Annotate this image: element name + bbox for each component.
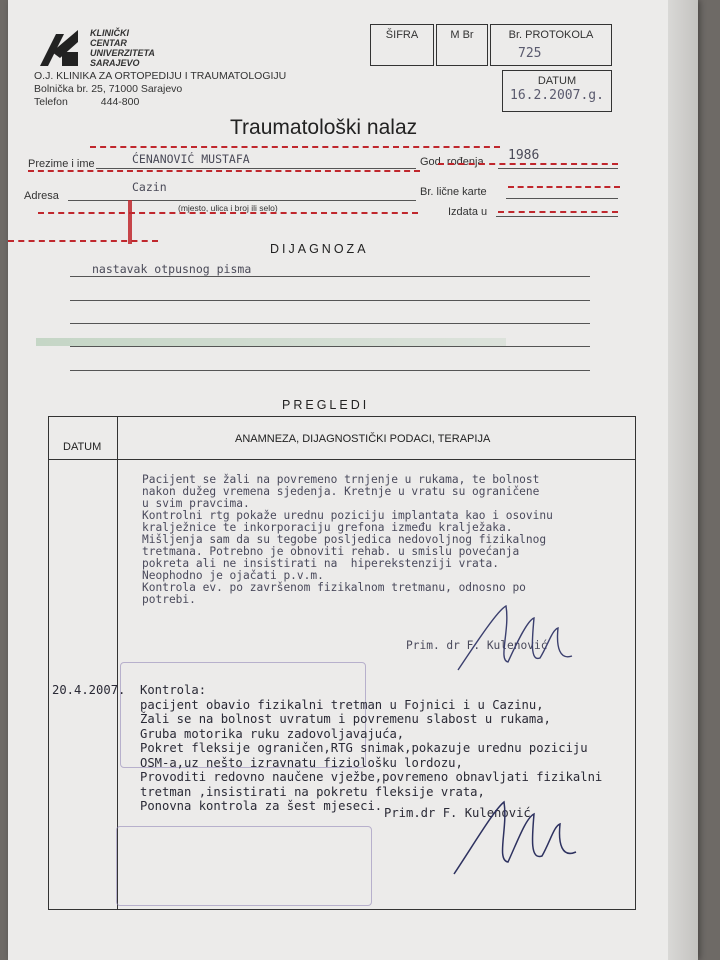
institution-phone (34, 96, 286, 109)
diagnosis-rule (70, 276, 590, 277)
diagnosis-rule (70, 370, 590, 371)
protokol-label: Br. PROTOKOLA (508, 29, 594, 41)
birth-value: 1986 (508, 148, 540, 163)
name-label: Prezime i ime (28, 158, 95, 170)
exam-entry-1 (142, 474, 553, 606)
exams-heading: PREGLEDI (282, 398, 370, 412)
bleed-through-mark (36, 338, 506, 346)
entry-line: OSM-a,uz nešto izravnatu fiziološku lordozu, (140, 755, 463, 770)
issued-label: Izdata u (448, 206, 488, 218)
entry-line: Mišljenja sam da su tegobe posljedica nedovoljnog fizikalnog (142, 533, 547, 546)
address-rule (68, 200, 416, 201)
entry-line: Pokret fleksije ograničen,RTG snimak,pokazuje urednu poziciju (140, 741, 588, 755)
col-date-header: DATUM (63, 441, 102, 453)
entry2-signature-line: Prim.dr F. Kulenović (384, 806, 531, 820)
protokol-box (490, 24, 612, 66)
red-mark (498, 211, 618, 213)
entry-line: Žali se na bolnost uvratum i povremenu slabost u rukama, (140, 712, 551, 726)
diagnosis-rule (70, 323, 590, 324)
document-page (8, 0, 698, 960)
red-mark (128, 200, 132, 244)
col-main-header: ANAMNEZA, DIJAGNOSTIČKI PODACI, TERAPIJA (235, 433, 491, 445)
name-value: ĆENANOVIĆ MUSTAFA (132, 152, 250, 166)
entry1-signature-line: Prim. dr F. Kulenović (406, 639, 548, 652)
logo-line: UNIVERZITETA (90, 48, 155, 58)
logo-text (90, 28, 155, 68)
diagnosis-text: nastavak otpusnog pisma (92, 262, 252, 276)
logo-line: SARAJEVO (90, 58, 140, 68)
diagnosis-rule (70, 346, 590, 347)
logo-line: KLINIČKI (90, 28, 129, 38)
institution-address: Bolnička br. 25, 71000 Sarajevo (34, 83, 183, 95)
red-mark (90, 146, 500, 148)
entry-line: Provoditi redovno naučene vježbe,povremeno obnavljati fizikalni (140, 770, 603, 784)
entry-line: Kontrolni rtg pokaže urednu poziciju implantata kao i osovinu (142, 509, 553, 522)
id-card-label: Br. lične karte (420, 186, 487, 198)
entry-line: kralježnice te inkorporaciju grefona između kralježaka. (142, 521, 513, 534)
table-header-divider (49, 459, 635, 460)
exam-entry-2-date: 20.4.2007. (52, 683, 126, 697)
entry-line: Ponovna kontrola za šest mjeseci. (140, 799, 383, 813)
sifra-label: ŠIFRA (385, 29, 419, 41)
institution-name: O.J. KLINIKA ZA ORTOPEDIJU I TRAUMATOLOGIJU (34, 70, 287, 82)
red-mark (28, 170, 420, 172)
entry-line: potrebi. (142, 593, 196, 606)
signature-icon (448, 790, 598, 880)
entry-line: pokreta ali ne insistirati na hiperekstenziji vrata. (142, 557, 499, 570)
mbr-box (436, 24, 488, 66)
entry-line: nakon dužeg vremena sjedenja. Kretnje u vratu su ograničene (142, 485, 540, 498)
sifra-box (370, 24, 434, 66)
id-card-rule (506, 198, 618, 199)
diagnosis-rule (70, 300, 590, 301)
issued-rule (496, 216, 618, 217)
entry-line: Kontrola: (140, 683, 207, 697)
red-mark (38, 212, 418, 214)
address-value: Cazin (132, 180, 167, 194)
entry-line: Kontrola ev. po završenom fizikalnom tretmanu, odnosno po (142, 581, 526, 594)
kcus-logo-icon (38, 28, 80, 68)
birth-rule (498, 168, 618, 169)
page-edge (668, 0, 698, 960)
entry-line: Neophodno je ojačati p.v.m. (142, 569, 324, 582)
address-hint: (mjesto, ulica i broj ili selo) (178, 203, 278, 213)
entry-line: tretmana. Potrebno je obnoviti rehab. u smislu povećanja (142, 545, 520, 558)
entry-line: tretman ,insistirati na pokretu fleksije vrata, (140, 784, 485, 799)
address-label: Adresa (24, 190, 59, 202)
phone-number: 444-800 (100, 96, 140, 108)
logo-line: CENTAR (90, 38, 127, 48)
red-mark (508, 186, 620, 188)
birth-label: God. rođenja (420, 156, 484, 168)
red-mark (8, 240, 158, 242)
red-mark (438, 163, 618, 165)
entry-line: Gruba motorika ruku zadovoljavajuća, (140, 726, 405, 741)
institution-block (34, 70, 286, 109)
datum-label: DATUM (537, 75, 577, 87)
diagnosis-heading: DIJAGNOZA (270, 242, 369, 256)
datum-value: 16.2.2007.g. (510, 88, 604, 103)
phone-label: Telefon (34, 96, 68, 108)
stamp-mark (116, 826, 372, 906)
document-title: Traumatološki nalaz (230, 116, 418, 139)
entry-line: Pacijent se žali na povremeno trnjenje u rukama, te bolnost (142, 473, 540, 486)
mbr-label: M Br (450, 29, 474, 41)
entry-line: pacijent obavio fizikalni tretman u Fojnici i u Cazinu, (140, 697, 544, 712)
name-rule (96, 168, 416, 169)
entry-line: u svim pravcima. (142, 497, 250, 510)
protokol-value: 725 (518, 46, 542, 61)
signature-icon (448, 600, 598, 680)
